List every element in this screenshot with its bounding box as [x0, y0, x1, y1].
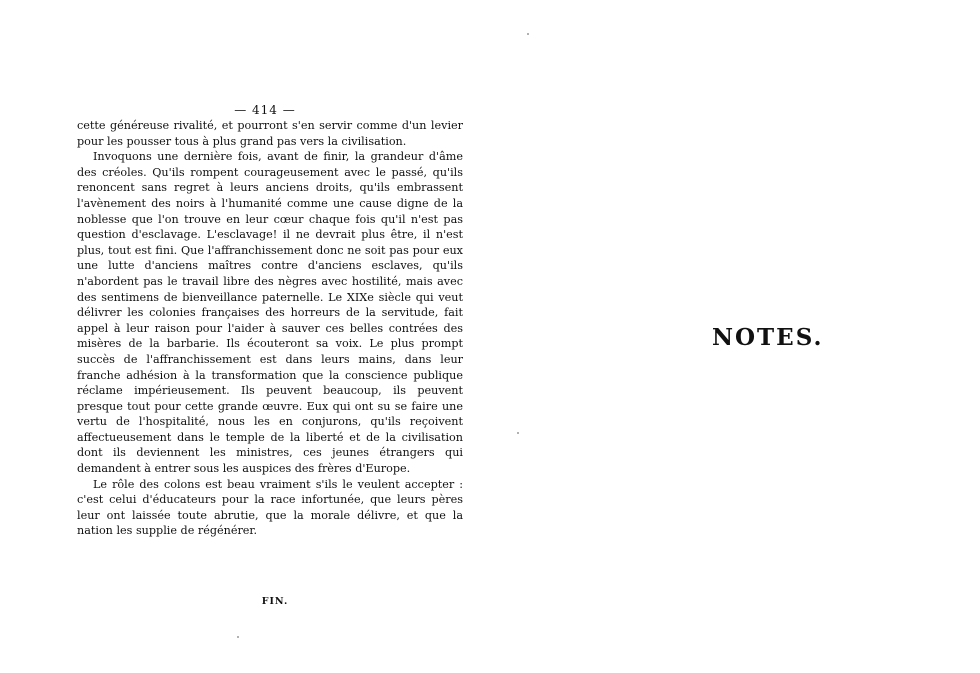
paper-speck	[527, 33, 529, 35]
end-mark: FIN.	[261, 596, 289, 607]
paragraph-closing: Le rôle des colons est beau vraiment s'ils le veulent accepter : c'est celui d'éducateurs pour la race infortunée, que leurs pères leur ont laissée toute abrutie, que la morale délivre, et que la nation les supplie de régénérer.	[77, 477, 463, 538]
notes-heading: NOTES.	[712, 324, 824, 351]
paper-speck	[517, 432, 519, 434]
paragraph-invocation: Invoquons une dernière fois, avant de finir, la grandeur d'âme des créoles. Qu'ils rompent courageusement avec le passé, qu'ils renoncent sans regret à leurs anciens droits, qu'ils embrassent l'avènement des noirs à l'humanité comme une cause digne de la noblesse que l'on trouve en leur cœur chaque fois qu'il n'est pas question d'esclavage. L'esclavage! il ne devrait plus être, il n'est plus, tout est fini. Que l'affranchissement donc ne soit pas pour eux une lutte d'anciens maîtres contre d'anciens esclaves, qu'ils n'abordent pas le travail libre des nègres avec hostilité, mais avec des sentimens de bienveillance paternelle. Le XIXe siècle qui veut délivrer les colonies françaises des horreurs de la servitude, fait appel à leur raison pour l'aider à sauver ces belles contrées des misères de la barbarie. Ils écouteront sa voix. Le plus prompt succès de l'affranchissement est dans leurs mains, dans leur franche adhésion à la transformation que la conscience publique réclame impérieusement. Ils peuvent beaucoup, ils peuvent presque tout pour cette grande œuvre. Eux qui ont su se faire une vertu de l'hospitalité, nous les en conjurons, qu'ils reçoivent affectueusement dans le temple de la liberté et de la civilisation dont ils deviennent les ministres, ces jeunes étrangers qui demandent à entrer sous les auspices des frères d'Europe.	[77, 150, 463, 476]
paper-speck	[237, 636, 239, 638]
left-page-body	[77, 118, 463, 539]
page-number: — 414 —	[234, 103, 296, 117]
paragraph-continuation: cette généreuse rivalité, et pourront s'en servir comme d'un levier pour les pousser tous à plus grand pas vers la civilisation.	[77, 119, 463, 148]
